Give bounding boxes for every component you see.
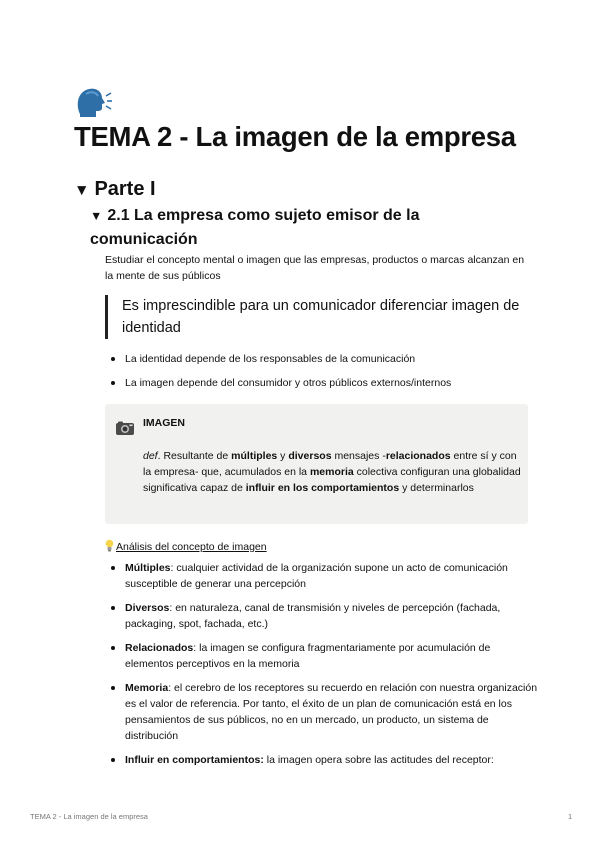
list-text: : en naturaleza, canal de transmisión y niveles de percepción (fachada, packaging, spot, fachada, etc.) <box>125 602 501 630</box>
list-item <box>105 600 541 632</box>
list-item <box>105 640 541 672</box>
text-run: y <box>277 450 289 462</box>
list-text: : el cerebro de los receptores su recuerdo en relación con nuestra organización es el valor de referencia. Por tanto, el éxito de un plan de comunicación está en los pensamientos de sus públicos, no en un mercado, un producto, un sistema de distribución <box>125 682 538 742</box>
text-run: colectiva configuran una globalidad significativa capaz de <box>143 466 521 494</box>
text-run: entre sí y con la empresa- que, acumulados en la <box>143 450 517 478</box>
toggle-heading-parte-1[interactable] <box>74 178 156 201</box>
callout-body <box>143 448 521 496</box>
list-term: Múltiples <box>125 562 171 574</box>
bold-term: diversos <box>288 450 332 462</box>
callout-imagen <box>105 404 528 524</box>
heading-text: 2.1 La empresa como sujeto emisor de la comunicación <box>90 207 420 248</box>
text-run: . Resultante de <box>157 450 232 462</box>
page-title: TEMA 2 - La imagen de la empresa <box>74 121 516 152</box>
quote-block: Es imprescindible para un comunicador diferenciar imagen de identidad <box>105 295 546 339</box>
list-item <box>105 752 541 768</box>
bold-term: relacionados <box>385 450 451 462</box>
analysis-list <box>105 560 541 776</box>
light-bulb-icon <box>105 539 114 552</box>
list-term: Relacionados <box>125 642 194 654</box>
list-term: Memoria <box>125 682 169 694</box>
list-text: la imagen opera sobre las actitudes del receptor: <box>263 754 494 766</box>
bold-term: múltiples <box>231 450 278 462</box>
def-label: def <box>143 450 158 462</box>
toggle-heading-2-1[interactable] <box>90 204 490 252</box>
intro-paragraph: Estudiar el concepto mental o imagen que las empresas, productos o marcas alcanzan en la mente de sus públicos <box>105 254 525 282</box>
list-item <box>105 680 541 744</box>
list-item <box>105 560 541 592</box>
footer-page-number: 1 <box>568 812 573 821</box>
bold-term: memoria <box>309 466 354 478</box>
speaking-head-icon <box>74 84 114 120</box>
text-run: mensajes - <box>331 450 386 462</box>
camera-icon <box>115 420 135 436</box>
analysis-label: Análisis del concepto de imagen <box>116 541 267 553</box>
footer-title: TEMA 2 - La imagen de la empresa <box>30 812 148 821</box>
heading-text: Parte I <box>94 178 156 200</box>
list-term: Diversos <box>125 602 170 614</box>
toggle-triangle-icon[interactable]: ▼ <box>90 209 103 223</box>
bold-term: influir en los comportamientos <box>245 482 400 494</box>
analysis-heading <box>105 539 267 555</box>
text-run: y determinarlos <box>399 482 474 494</box>
list-term: Influir en comportamientos: <box>125 754 264 766</box>
list-item: La identidad depende de los responsables de la comunicación <box>105 351 535 367</box>
list-item: La imagen depende del consumidor y otros públicos externos/internos <box>105 375 535 391</box>
list-text: : cualquier actividad de la organización supone un acto de comunicación susceptible de generar una percepción <box>125 562 508 590</box>
toggle-triangle-icon[interactable]: ▼ <box>74 182 90 199</box>
bullet-list <box>105 351 535 399</box>
callout-title: IMAGEN <box>143 417 185 429</box>
list-text: : la imagen se configura fragmentariamente por acumulación de elementos perceptivos en la memoria <box>125 642 491 670</box>
